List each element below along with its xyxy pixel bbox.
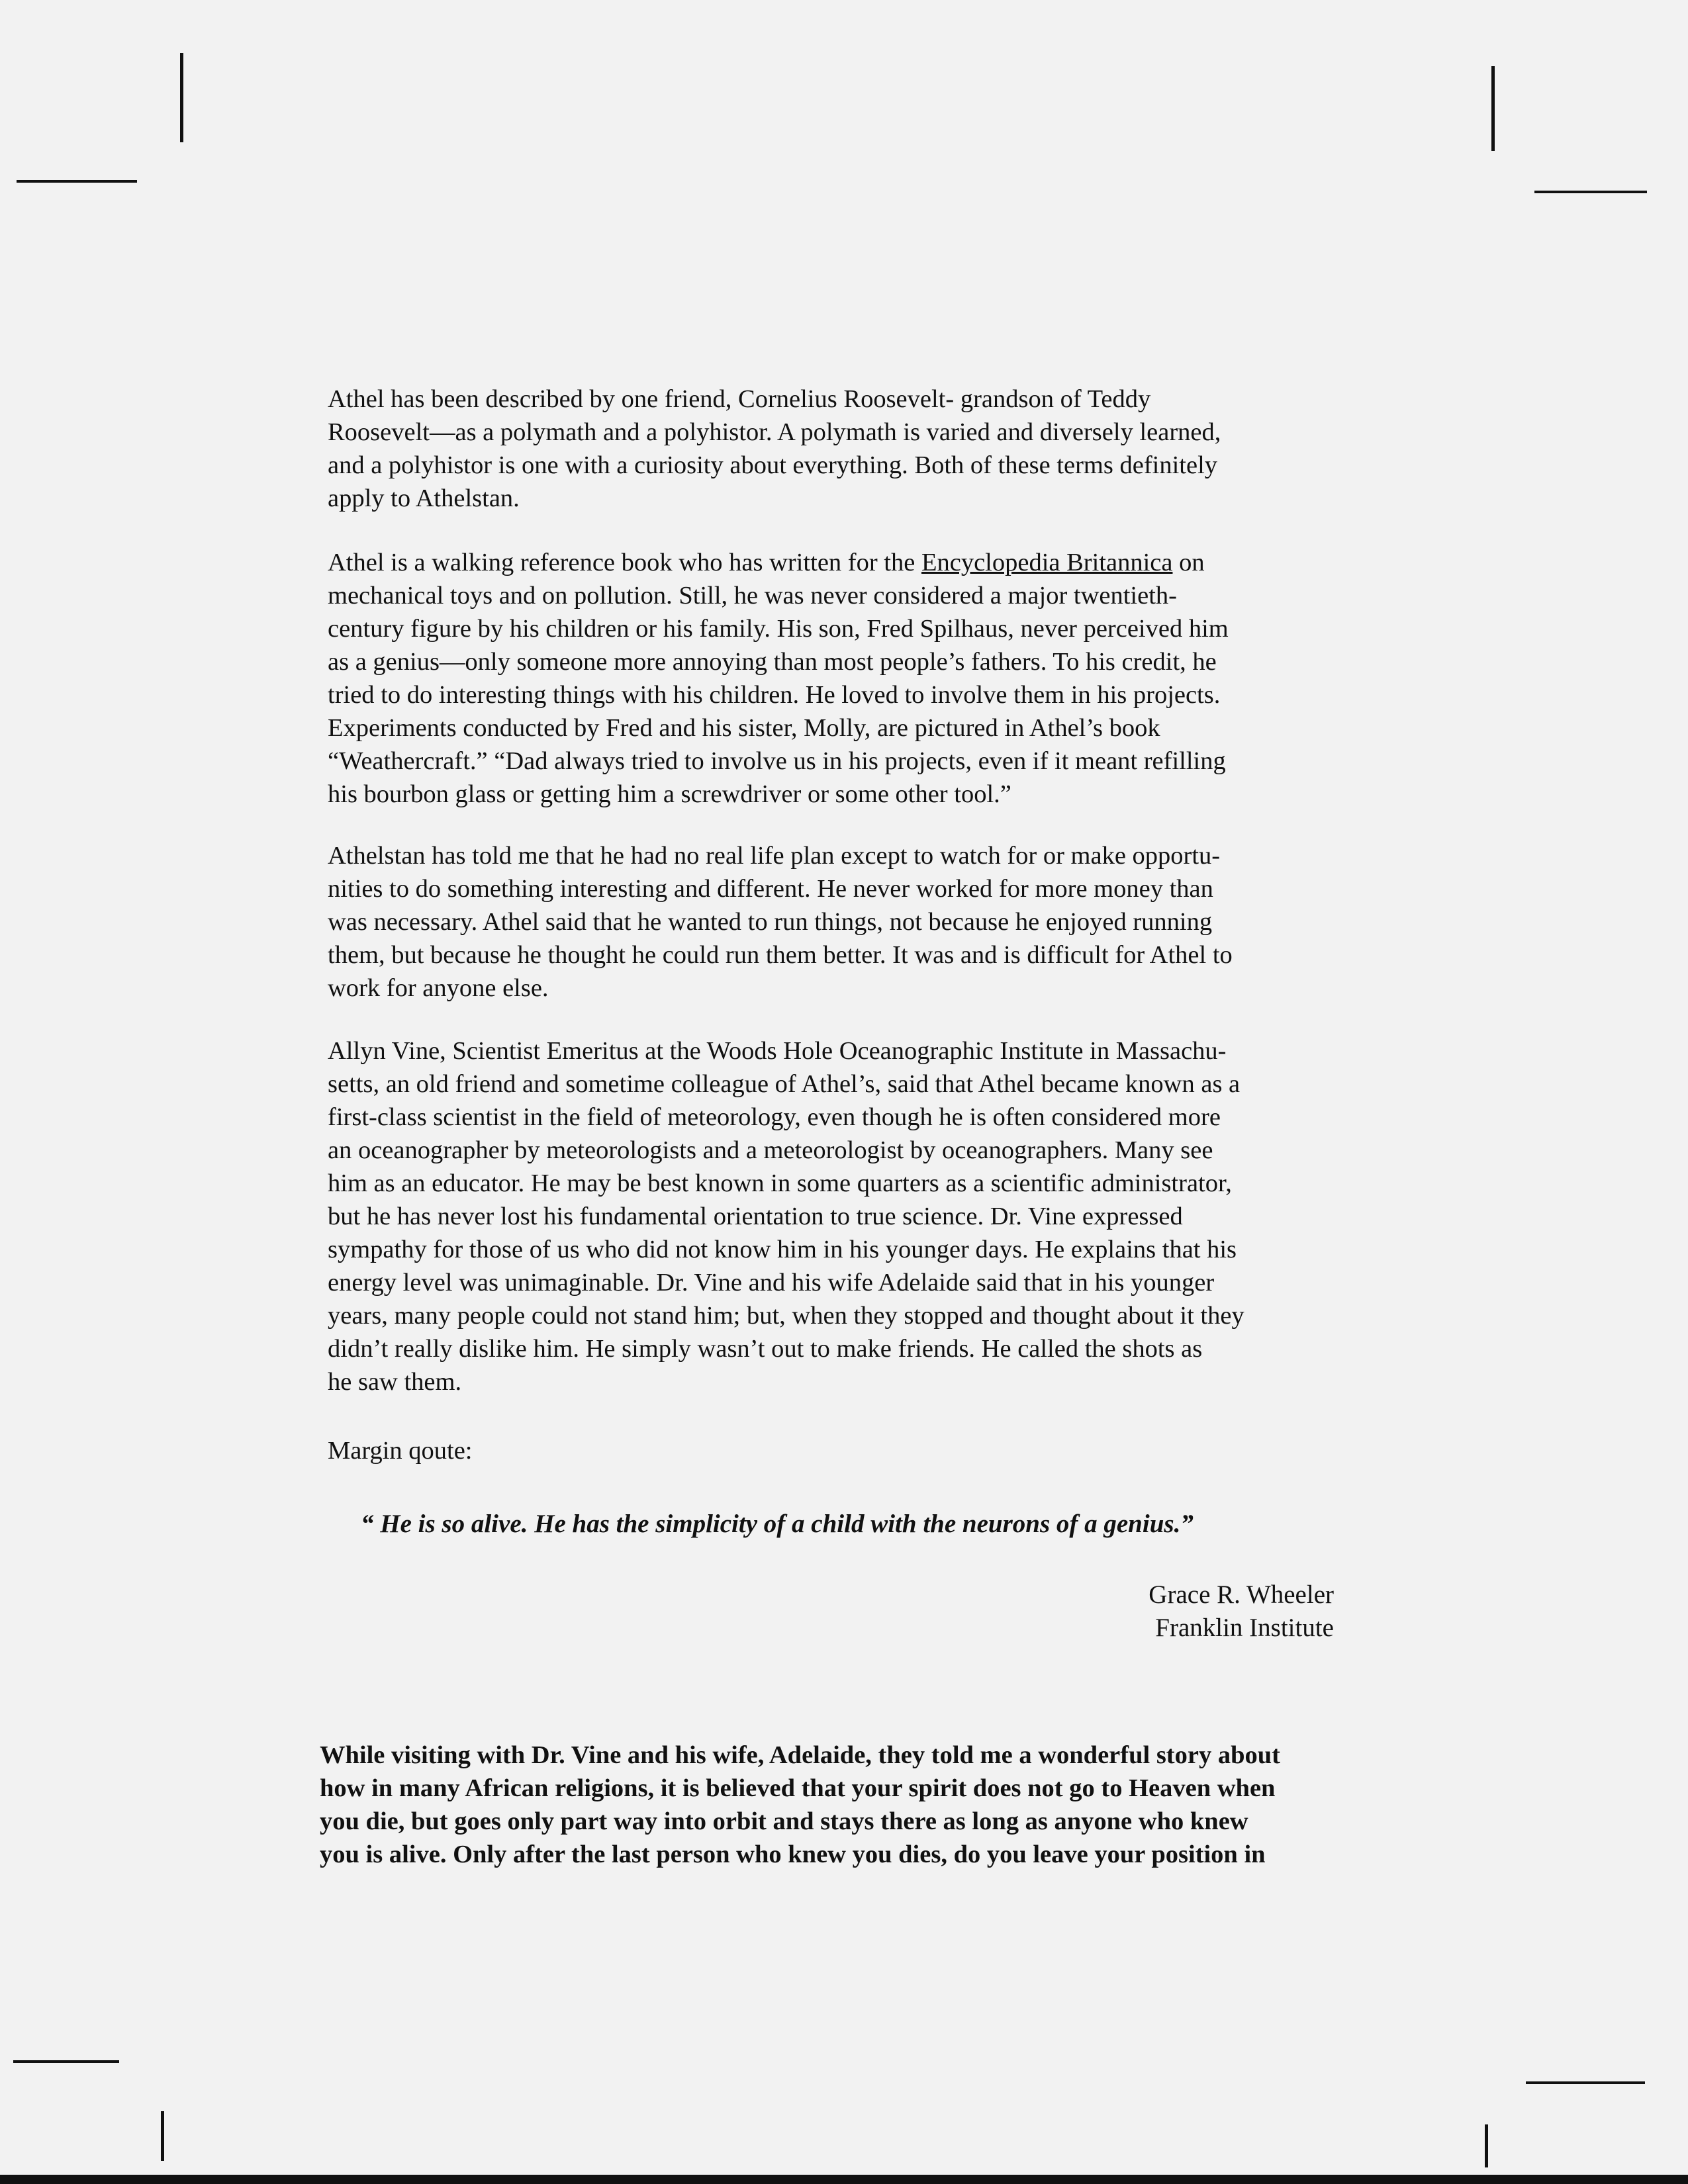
paragraph-line: you is alive. Only after the last person who knew you dies, do you leave your position in xyxy=(320,1841,1266,1868)
paragraph-line-with-title xyxy=(328,546,1360,579)
margin-quote-label xyxy=(328,1434,1360,1467)
paragraph-line: “Weathercraft.” “Dad always tried to involve us in his projects, even if it meant refilling xyxy=(328,747,1226,775)
paragraph-line: apply to Athelstan. xyxy=(328,484,520,512)
paragraph-line: Roosevelt—as a polymath and a polyhistor. A polymath is varied and diversely learned, xyxy=(328,418,1221,446)
final-paragraph xyxy=(320,1739,1352,1871)
paragraph-line: nities to do something interesting and different. He never worked for more money than xyxy=(328,875,1213,903)
paragraph-line: setts, an old friend and sometime colleague of Athel’s, said that Athel became known as a xyxy=(328,1070,1241,1098)
line-text-before: Athel is a walking reference book who has written for the xyxy=(328,549,921,576)
paragraph-2 xyxy=(328,546,1360,811)
paragraph-line: work for anyone else. xyxy=(328,974,549,1002)
scan-bottom-edge xyxy=(0,2175,1688,2184)
paragraph-line: Experiments conducted by Fred and his sister, Molly, are pictured in Athel’s book xyxy=(328,714,1160,742)
paragraph-line: first-class scientist in the field of meteorology, even though he is often considered more xyxy=(328,1103,1221,1131)
paragraph-line: as a genius—only someone more annoying than most people’s fathers. To his credit, he xyxy=(328,648,1217,676)
paragraph-line: how in many African religions, it is believed that your spirit does not go to Heaven when xyxy=(320,1774,1276,1802)
margin-quote-label-text: Margin qoute: xyxy=(328,1437,473,1465)
paragraph-line: tried to do interesting things with his children. He loved to involve them in his projects. xyxy=(328,681,1221,709)
paragraph-line: Athel has been described by one friend, Cornelius Roosevelt- grandson of Teddy xyxy=(328,385,1151,413)
paragraph-line: Allyn Vine, Scientist Emeritus at the Woods Hole Oceanographic Institute in Massachu- xyxy=(328,1037,1227,1065)
paragraph-line: him as an educator. He may be best known in some quarters as a scientific administrator, xyxy=(328,1169,1232,1197)
paragraph-line: sympathy for those of us who did not know him in his younger days. He explains that his xyxy=(328,1236,1237,1263)
crop-mark-bottom-right-vertical xyxy=(1485,2124,1488,2167)
line-text-after: on xyxy=(1172,549,1205,576)
crop-mark-top-right-vertical xyxy=(1491,66,1495,151)
paragraph-line: an oceanographer by meteorologists and a meteorologist by oceanographers. Many see xyxy=(328,1136,1213,1164)
paragraph-4 xyxy=(328,1034,1360,1398)
crop-mark-bottom-left-vertical xyxy=(161,2111,164,2161)
paragraph-line: years, many people could not stand him; but, when they stopped and thought about it they xyxy=(328,1302,1244,1330)
paragraph-line: you die, but goes only part way into orbit and stays there as long as anyone who knew xyxy=(320,1807,1248,1835)
crop-mark-top-right-horizontal xyxy=(1534,191,1647,193)
paragraph-line: he saw them. xyxy=(328,1368,462,1396)
book-title-encyclopedia: Encyclopedia Britannica xyxy=(921,549,1173,576)
paragraph-line: his bourbon glass or getting him a screwdriver or some other tool.” xyxy=(328,780,1011,808)
paragraph-line: but he has never lost his fundamental orientation to true science. Dr. Vine expressed xyxy=(328,1203,1183,1230)
paragraph-line: energy level was unimaginable. Dr. Vine and his wife Adelaide said that in his younger xyxy=(328,1269,1215,1297)
paragraph-line: century figure by his children or his family. His son, Fred Spilhaus, never perceived him xyxy=(328,615,1229,643)
crop-mark-top-left-horizontal xyxy=(17,180,137,183)
paragraph-1 xyxy=(328,383,1360,515)
paragraph-line: mechanical toys and on pollution. Still, he was never considered a major twentieth- xyxy=(328,582,1177,610)
paragraph-line: While visiting with Dr. Vine and his wife, Adelaide, they told me a wonderful story about xyxy=(320,1741,1280,1769)
attribution-org: Franklin Institute xyxy=(1155,1614,1334,1642)
pull-quote: “ He is so alive. He has the simplicity of a child with the neurons of a genius.” xyxy=(361,1510,1194,1538)
paragraph-line: Athelstan has told me that he had no real life plan except to watch for or make opportu- xyxy=(328,842,1221,870)
crop-mark-top-left-vertical xyxy=(180,53,183,142)
crop-mark-bottom-right-horizontal xyxy=(1526,2081,1645,2084)
quote-attribution xyxy=(738,1578,1334,1645)
paragraph-line: and a polyhistor is one with a curiosity about everything. Both of these terms definitely xyxy=(328,451,1218,479)
paragraph-line: didn’t really dislike him. He simply wasn’t out to make friends. He called the shots as xyxy=(328,1335,1203,1363)
paragraph-line: them, but because he thought he could run them better. It was and is difficult for Athel to xyxy=(328,941,1233,969)
attribution-name: Grace R. Wheeler xyxy=(1149,1580,1334,1609)
paragraph-line: was necessary. Athel said that he wanted to run things, not because he enjoyed running xyxy=(328,908,1213,936)
crop-mark-bottom-left-horizontal xyxy=(13,2060,119,2063)
paragraph-3 xyxy=(328,839,1360,1005)
